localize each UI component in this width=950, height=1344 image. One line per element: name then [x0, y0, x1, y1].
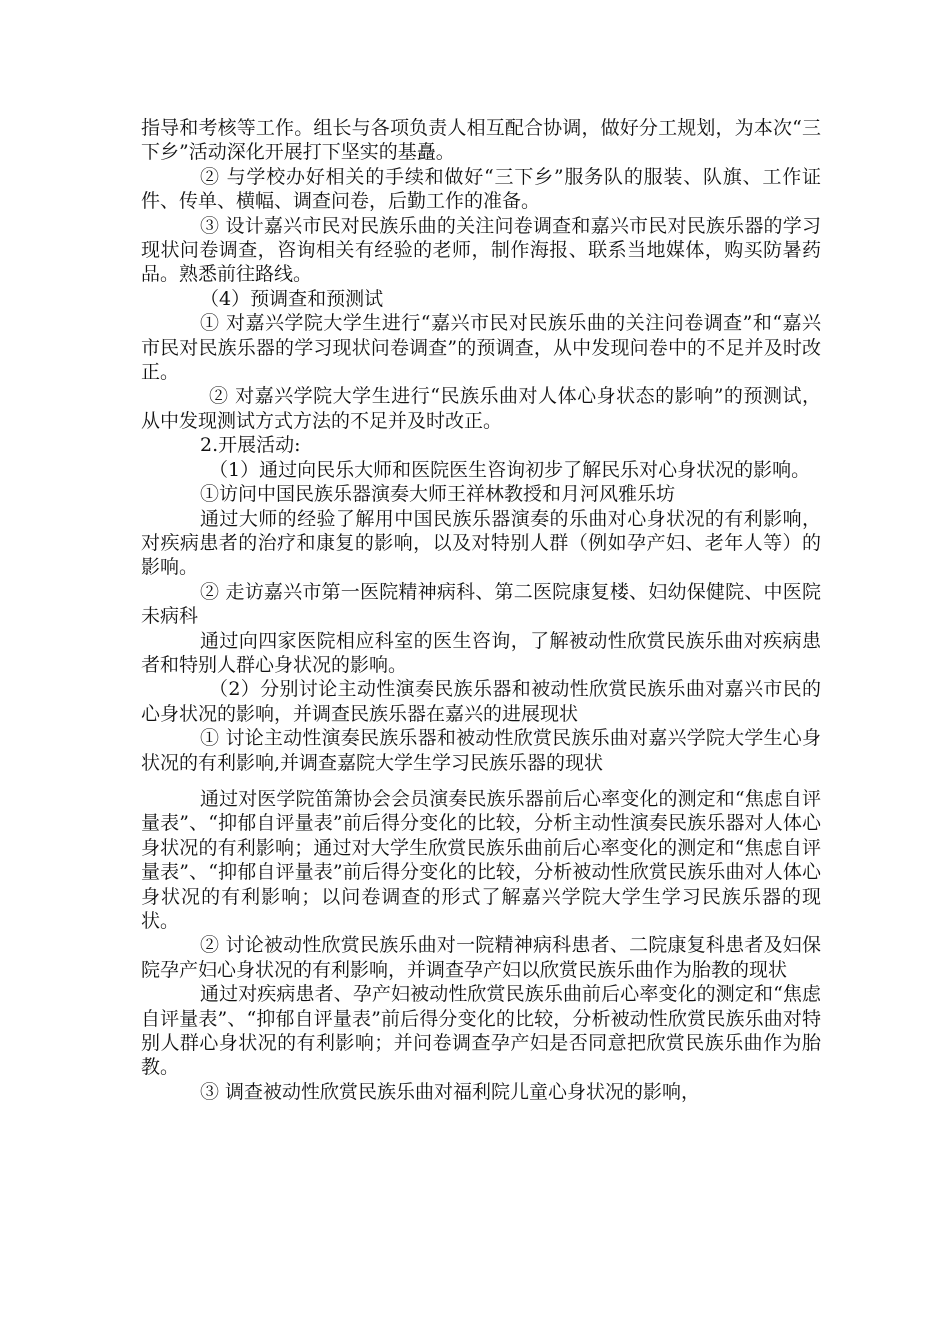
paragraph-school-procedures: ② 与学校办好相关的手续和做好“三下乡”服务队的服装、队旗、工作证件、传单、横幅、调查问卷，后勤工作的准备。 [141, 165, 821, 213]
paragraph-welfare-children: ③ 调查被动性欣赏民族乐曲对福利院儿童心身状况的影响， [200, 1080, 701, 1103]
paragraph-patients-discussion: ② 讨论被动性欣赏民族乐曲对一院精神病科患者、二院康复科患者及妇保院孕产妇心身状况的有利影响，并调查孕产妇以欣赏民族乐曲作为胎教的现状 [141, 934, 821, 981]
paragraph-questionnaire-design: ③ 设计嘉兴市民对民族乐曲的关注问卷调查和嘉兴市民对民族乐器的学习现状问卷调查，咨询相关有经验的老师，制作海报、联系当地媒体，购买防暑药品。熟悉前往路线。 [141, 214, 821, 286]
paragraph-heart-rate-study: 通过对医学院笛箫协会会员演奏民族乐器前后心率变化的测定和“焦虑自评量表”、“抑郁自评量表”前后得分变化的比较，分析主动性演奏民族乐器对人体心身状况的有利影响；通过对大学生欣赏民族乐曲前后心率变化的测定和“焦虑自评量表”、“抑郁自评量表”前后得分变化的比较，分析被动性欣赏民族乐曲对人体心身状况的有利影响；以问卷调查的形式了解嘉兴学院大学生学习民族乐器的现状。 [141, 787, 821, 932]
paragraph-master-experience: 通过大师的经验了解用中国民族乐器演奏的乐曲对心身状况的有利影响，对疾病患者的治疗和康复的影响，以及对特别人群（例如孕产妇、老年人等）的影响。 [141, 507, 821, 579]
paragraph-visit-hospitals: ② 走访嘉兴市第一医院精神病科、第二医院康复楼、妇幼保健院、中医院未病科 [141, 580, 821, 628]
paragraph-division-of-work: 指导和考核等工作。组长与各项负责人相互配合协调，做好分工规划，为本次“三下乡”活动深化开展打下坚实的基矗。 [141, 117, 821, 164]
heading-discuss-active-passive: （2）分别讨论主动性演奏民族乐器和被动性欣赏民族乐曲对嘉兴市民的心身状况的影响，并调查民族乐器在嘉兴的进展现状 [141, 678, 821, 725]
paragraph-pre-survey-2: ② 对嘉兴学院大学生进行“民族乐曲对人体心身状态的影响”的预测试，从中发现测试方式方法的不足并及时改正。 [141, 385, 821, 432]
paragraph-patients-study: 通过对疾病患者、孕产妇被动性欣赏民族乐曲前后心率变化的测定和“焦虑自评量表”、“抑郁自评量表”前后得分变化的比较，分析被动性欣赏民族乐曲对特别人群心身状况的有利影响；并问卷调查孕产妇是否同意把欣赏民族乐曲作为胎教。 [141, 983, 821, 1079]
paragraph-hospital-consultation: 通过向四家医院相应科室的医生咨询，了解被动性欣赏民族乐曲对疾病患者和特别人群心身状况的影响。 [141, 629, 821, 676]
heading-carry-out-activities: 2.开展活动: [200, 434, 301, 457]
heading-pre-survey: （4）预调查和预测试 [200, 287, 384, 310]
paragraph-students-discussion: ① 讨论主动性演奏民族乐器和被动性欣赏民族乐曲对嘉兴学院大学生心身状况的有利影响,并调查嘉院大学生学习民族乐器的现状 [141, 727, 821, 774]
paragraph-pre-survey-1: ① 对嘉兴学院大学生进行“嘉兴市民对民族乐曲的关注问卷调查”和“嘉兴市民对民族乐器的学习现状问卷调查”的预调查，从中发现问卷中的不足并及时改正。 [141, 312, 821, 384]
paragraph-visit-master: ①访问中国民族乐器演奏大师王祥林教授和月河风雅乐坊 [200, 483, 676, 506]
document-body [141, 116, 821, 1104]
heading-consult-masters-doctors: （1）通过向民乐大师和医院医生咨询初步了解民乐对心身状况的影响。 [209, 458, 811, 481]
